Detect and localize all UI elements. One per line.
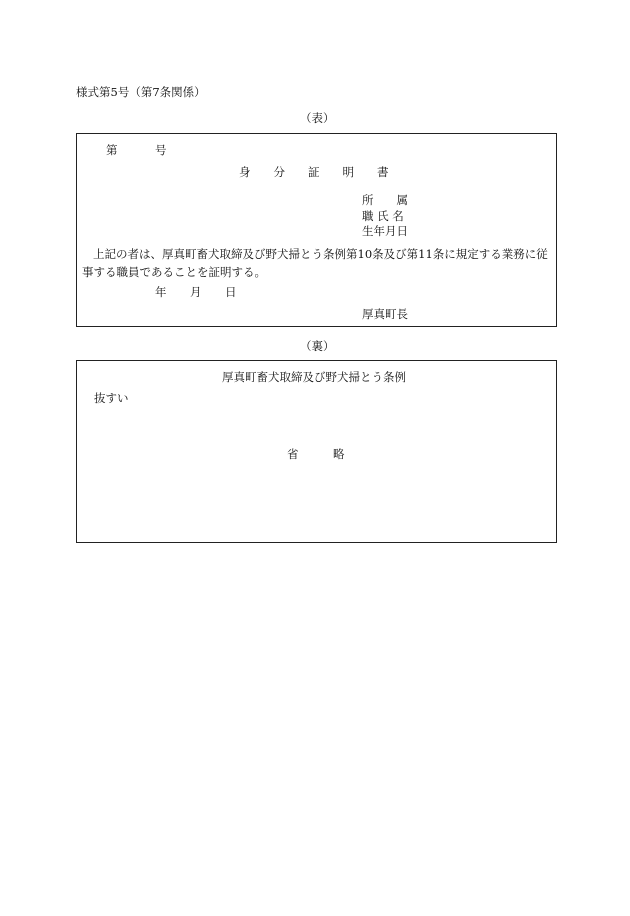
number-prefix: 第 bbox=[106, 143, 118, 157]
field-birth-date: 生年月日 bbox=[362, 224, 408, 238]
date-year: 年 bbox=[155, 285, 167, 299]
date-day: 日 bbox=[225, 285, 237, 299]
ordinance-title: 厚真町畜犬取締及び野犬掃とう条例 bbox=[222, 370, 406, 384]
number-suffix: 号 bbox=[155, 143, 167, 157]
issuer-name: 厚真町長 bbox=[362, 307, 408, 321]
front-card bbox=[76, 133, 557, 327]
omitted-text: 省 略 bbox=[287, 447, 345, 461]
certificate-body-text: 上記の者は、厚真町畜犬取締及び野犬掃とう条例第10条及び第11条に規定する業務に従事する職員であることを証明する。 bbox=[82, 247, 548, 279]
back-side-label: （裏） bbox=[300, 339, 335, 353]
field-affiliation: 所 属 bbox=[362, 193, 408, 207]
form-number: 様式第5号（第7条関係） bbox=[76, 85, 206, 99]
excerpt-label: 抜すい bbox=[94, 391, 129, 405]
date-month: 月 bbox=[190, 285, 202, 299]
certificate-title: 身 分 証 明 書 bbox=[239, 165, 389, 179]
front-side-label: （表） bbox=[300, 111, 335, 125]
field-position-name: 職 氏 名 bbox=[362, 209, 404, 223]
